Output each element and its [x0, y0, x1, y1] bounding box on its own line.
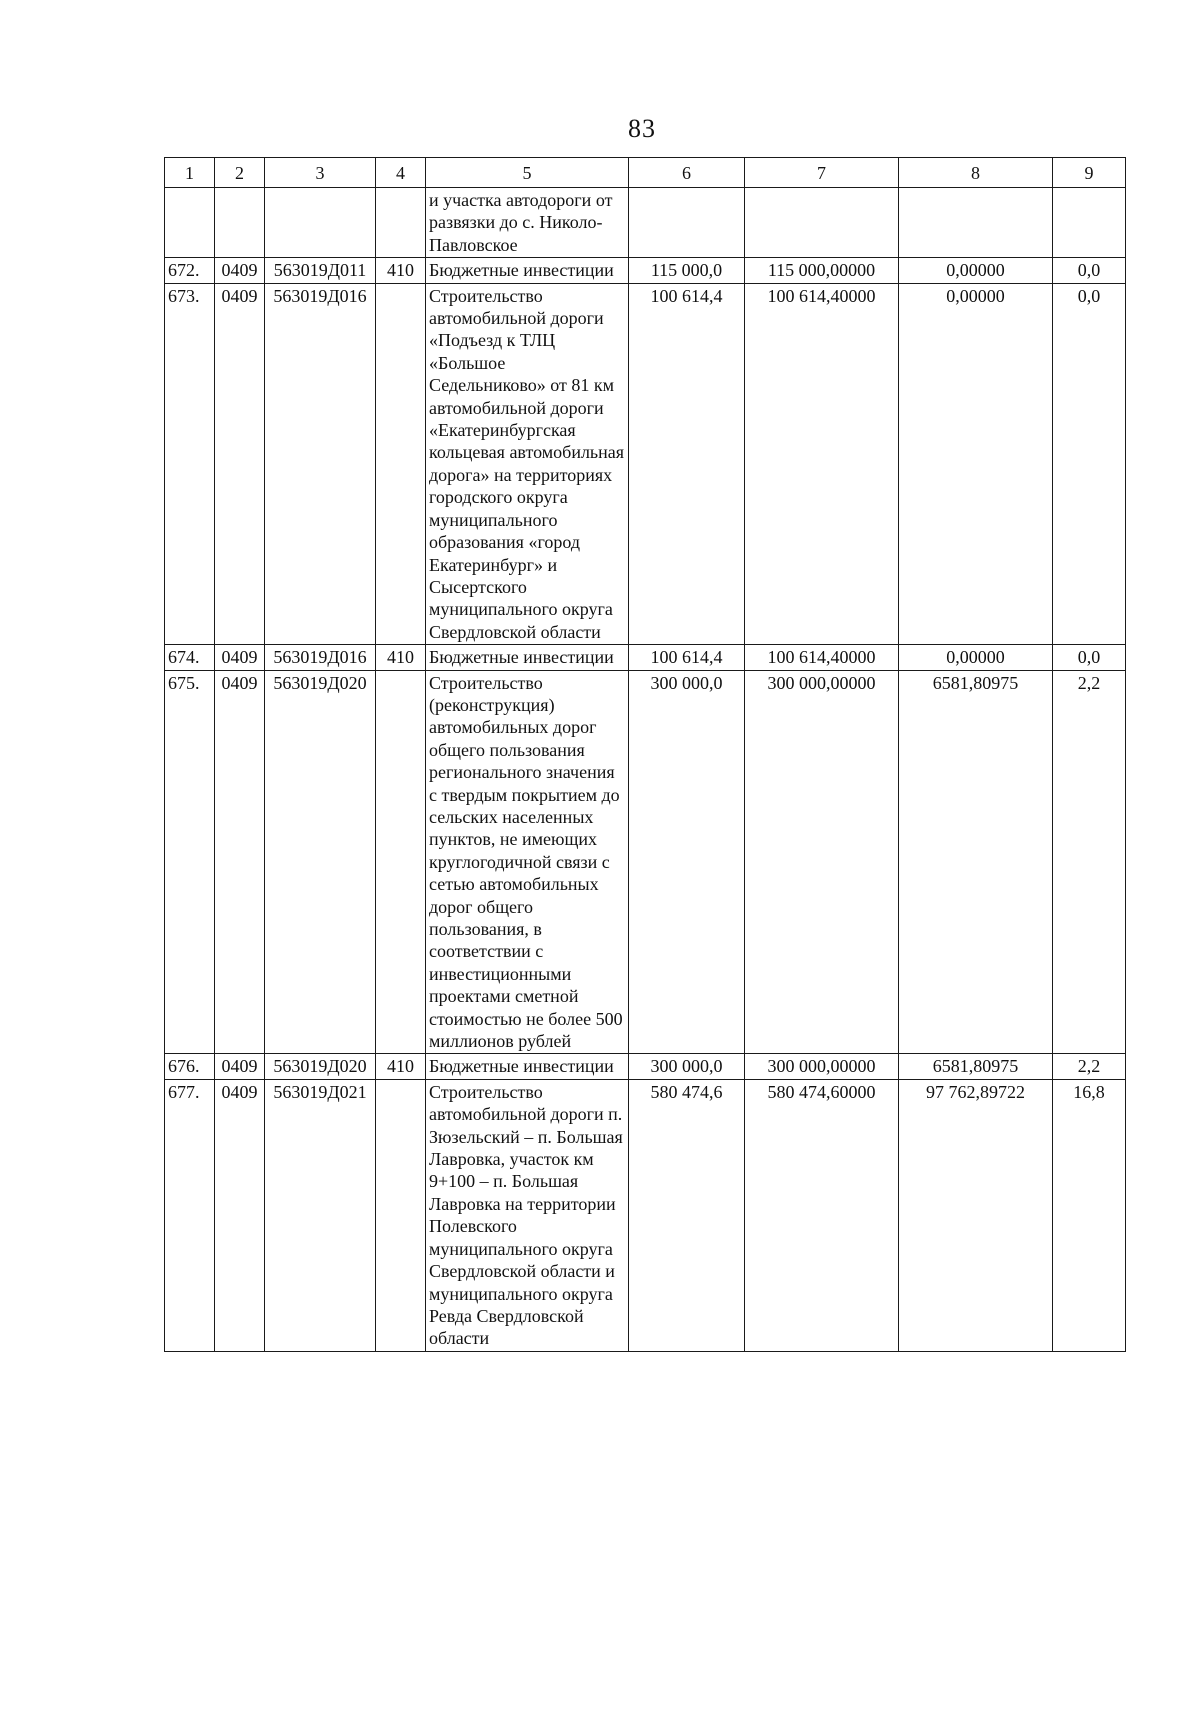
row-number: 675. [165, 670, 215, 1054]
expense-kind-code [376, 1079, 426, 1351]
execution-percent: 0,0 [1053, 258, 1126, 283]
executed-amount: 6581,80975 [899, 670, 1053, 1054]
table-row [165, 1079, 1126, 1351]
execution-percent: 16,8 [1053, 1079, 1126, 1351]
item-name: Строительство (реконструкция) автомобильных дорог общего пользования регионального значения с твердым покрытием до сельских населенных пунктов, не имеющих круглогодичной связи с сетью автомобильных дорог общего пользования, в соответствии с инвестиционными проектами сметной стоимостью не более 500 миллионов рублей [426, 670, 629, 1054]
item-name: Бюджетные инвестиции [426, 258, 629, 283]
item-name: Бюджетные инвестиции [426, 1054, 629, 1079]
item-name: Строительство автомобильной дороги п. Зюзельский – п. Большая Лавровка, участок км 9+100 – п. Большая Лавровка на территории Полевского муниципального округа Свердловской области и муниципального округа Ревда Свердловской области [426, 1079, 629, 1351]
header-cell: 6 [629, 158, 745, 188]
execution-percent: 2,2 [1053, 1054, 1126, 1079]
header-cell: 3 [265, 158, 376, 188]
item-name: Строительство автомобильной дороги «Подъезд к ТЛЦ «Большое Седельниково» от 81 км автомобильной дороги «Екатеринбургская кольцевая автомобильная дорога» на территориях городского округа муниципального образования «город Екатеринбург» и Сысертского муниципального округа Свердловской области [426, 283, 629, 645]
executed-amount: 97 762,89722 [899, 1079, 1053, 1351]
execution-percent: 0,0 [1053, 645, 1126, 670]
expense-kind-code: 410 [376, 645, 426, 670]
plan-amount: 300 000,0 [629, 1054, 745, 1079]
executed-amount [899, 188, 1053, 258]
refined-amount: 100 614,40000 [745, 645, 899, 670]
execution-percent [1053, 188, 1126, 258]
header-cell: 8 [899, 158, 1053, 188]
refined-amount: 580 474,60000 [745, 1079, 899, 1351]
row-number: 674. [165, 645, 215, 670]
target-article-code: 563019Д016 [265, 645, 376, 670]
section-code: 0409 [215, 283, 265, 645]
header-cell: 2 [215, 158, 265, 188]
plan-amount: 100 614,4 [629, 645, 745, 670]
target-article-code [265, 188, 376, 258]
header-row [165, 158, 1126, 188]
table-row [165, 670, 1126, 1054]
section-code [215, 188, 265, 258]
plan-amount: 300 000,0 [629, 670, 745, 1054]
section-code: 0409 [215, 1054, 265, 1079]
expense-kind-code: 410 [376, 258, 426, 283]
execution-percent: 0,0 [1053, 283, 1126, 645]
budget-table [164, 157, 1126, 1352]
plan-amount: 115 000,0 [629, 258, 745, 283]
row-number [165, 188, 215, 258]
header-cell: 7 [745, 158, 899, 188]
target-article-code: 563019Д011 [265, 258, 376, 283]
target-article-code: 563019Д021 [265, 1079, 376, 1351]
execution-percent: 2,2 [1053, 670, 1126, 1054]
table-row [165, 283, 1126, 645]
target-article-code: 563019Д020 [265, 1054, 376, 1079]
header-cell: 1 [165, 158, 215, 188]
target-article-code: 563019Д016 [265, 283, 376, 645]
refined-amount: 300 000,00000 [745, 1054, 899, 1079]
table-row [165, 645, 1126, 670]
refined-amount: 100 614,40000 [745, 283, 899, 645]
item-name: и участка автодороги от развязки до с. Николо-Павловское [426, 188, 629, 258]
row-number: 677. [165, 1079, 215, 1351]
header-cell: 4 [376, 158, 426, 188]
section-code: 0409 [215, 670, 265, 1054]
expense-kind-code [376, 188, 426, 258]
section-code: 0409 [215, 1079, 265, 1351]
section-code: 0409 [215, 645, 265, 670]
expense-kind-code [376, 283, 426, 645]
table-row [165, 258, 1126, 283]
row-number: 676. [165, 1054, 215, 1079]
executed-amount: 0,00000 [899, 645, 1053, 670]
plan-amount: 100 614,4 [629, 283, 745, 645]
section-code: 0409 [215, 258, 265, 283]
row-number: 672. [165, 258, 215, 283]
refined-amount: 115 000,00000 [745, 258, 899, 283]
executed-amount: 0,00000 [899, 258, 1053, 283]
table-row [165, 1054, 1126, 1079]
page-number: 83 [628, 114, 656, 143]
header-cell: 5 [426, 158, 629, 188]
plan-amount: 580 474,6 [629, 1079, 745, 1351]
target-article-code: 563019Д020 [265, 670, 376, 1054]
refined-amount [745, 188, 899, 258]
table-row [165, 188, 1126, 258]
header-cell: 9 [1053, 158, 1126, 188]
executed-amount: 6581,80975 [899, 1054, 1053, 1079]
plan-amount [629, 188, 745, 258]
executed-amount: 0,00000 [899, 283, 1053, 645]
row-number: 673. [165, 283, 215, 645]
expense-kind-code: 410 [376, 1054, 426, 1079]
item-name: Бюджетные инвестиции [426, 645, 629, 670]
expense-kind-code [376, 670, 426, 1054]
refined-amount: 300 000,00000 [745, 670, 899, 1054]
